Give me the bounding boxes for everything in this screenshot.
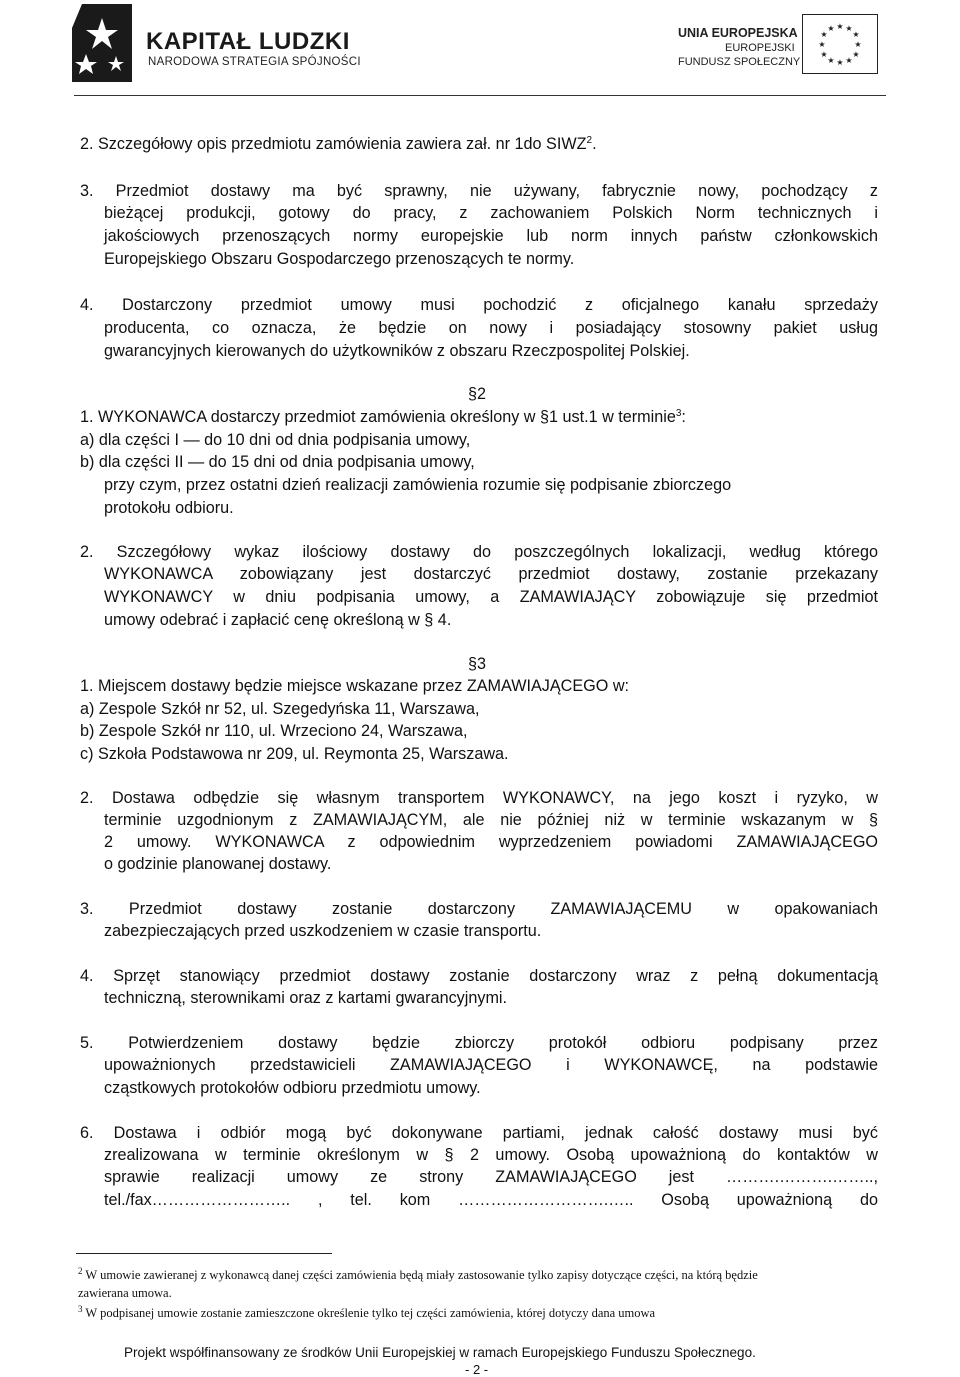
ue-line-3: FUNDUSZ SPOŁECZNY	[678, 56, 801, 68]
section-2-point-1	[80, 406, 686, 428]
svg-text:★: ★	[854, 40, 862, 49]
svg-text:★: ★	[845, 24, 853, 33]
ue-line-1: UNIA EUROPEJSKA	[678, 26, 798, 40]
ue-line-2: EUROPEJSKI	[725, 42, 795, 54]
paragraph-3-line-4: Europejskiego Obszaru Gospodarczego przenoszących te normy.	[104, 250, 575, 268]
section-3-point-2-line-4: o godzinie planowanej dostawy.	[104, 855, 332, 873]
section-3-point-5-line-3: cząstkowych protokołów odbioru przedmiotu umowy.	[104, 1079, 481, 1097]
footnote-3-number: 3	[78, 1304, 83, 1314]
paragraph-3-line-1: 3. Przedmiot dostawy ma być sprawny, nie używany, fabrycznie nowy, pochodzący z	[80, 182, 878, 200]
section-3-point-6-line-4: tel./fax…………………….. , tel. kom ……………………….….. Osobą upoważnioną do	[104, 1191, 878, 1209]
section-3-point-5-line-2: upoważnionych przedstawicieli ZAMAWIAJĄCEGO i WYKONAWCĘ, na podstawie	[104, 1056, 878, 1074]
kapital-ludzki-title: KAPITAŁ LUDZKI	[146, 28, 350, 55]
footnote-2-number: 2	[78, 1266, 83, 1276]
svg-text:★: ★	[820, 50, 828, 59]
footnote-rule	[76, 1253, 332, 1254]
svg-text:★: ★	[827, 56, 835, 65]
footnote-3	[78, 1302, 655, 1320]
section-2-point-2-line-1: 2. Szczegółowy wykaz ilościowy dostawy do poszczególnych lokalizacji, według którego	[80, 543, 878, 561]
eu-flag-icon	[802, 14, 878, 74]
section-2-point-1-text: 1. WYKONAWCA dostarczy przedmiot zamówienia określony w §1 ust.1 w terminie	[80, 408, 676, 426]
section-2-point-2-line-2: WYKONAWCA zobowiązany jest dostarczyć przedmiot dostawy, zostanie przekazany	[104, 565, 878, 583]
paragraph-4-line-2: producenta, co oznacza, że będzie on nowy i posiadający stosowny pakiet usług	[104, 319, 878, 337]
section-2-clause-line-2: protokołu odbioru.	[104, 499, 234, 517]
svg-text:★: ★	[852, 50, 860, 59]
section-2-item-b: b) dla części II — do 15 dni od dnia podpisania umowy,	[80, 453, 475, 471]
footnote-ref-2: 2	[586, 135, 593, 146]
section-3-point-2-line-3: 2 umowy. WYKONAWCA z odpowiednim wyprzedzeniem powiadomi ZAMAWIAJĄCEGO	[104, 833, 878, 851]
footnote-2	[78, 1264, 758, 1282]
section-3-item-b: b) Zespole Szkół nr 110, ul. Wrzeciono 24, Warszawa,	[80, 722, 468, 740]
section-3-point-6-line-3: sprawie realizacji umowy ze strony ZAMAWIAJĄCEGO jest ……….……….……..,	[104, 1168, 878, 1186]
paragraph-3-line-2: bieżącej produkcji, gotowy do pracy, z zachowaniem Polskich Norm technicznych i	[104, 204, 878, 222]
section-2-heading: §2	[468, 385, 487, 403]
footer-funding-note: Projekt współfinansowany ze środków Unii Europejskiej w ramach Europejskiego Funduszu Społecznego.	[124, 1345, 756, 1360]
footnote-ref-3: 3	[675, 408, 682, 419]
section-2-item-a: a) dla części I — do 10 dni od dnia podpisania umowy,	[80, 431, 471, 449]
svg-text:★: ★	[820, 30, 828, 39]
svg-text:★: ★	[827, 24, 835, 33]
kapital-ludzki-subtitle: NARODOWA STRATEGIA SPÓJNOŚCI	[148, 56, 361, 68]
svg-text:★: ★	[818, 40, 826, 49]
paragraph-2	[80, 133, 597, 155]
section-2-clause-line-1: przy czym, przez ostatni dzień realizacji zamówienia rozumie się podpisanie zbiorczego	[104, 476, 732, 494]
section-3-point-3-line-1: 3. Przedmiot dostawy zostanie dostarczony ZAMAWIAJĄCEMU w opakowaniach	[80, 900, 878, 918]
paragraph-2-tail: .	[592, 135, 597, 153]
section-3-point-6-line-2: zrealizowana w terminie określonym w § 2 umowy. Osobą upoważnioną do kontaktów w	[104, 1146, 878, 1164]
paragraph-4-line-1: 4. Dostarczony przedmiot umowy musi pochodzić z oficjalnego kanału sprzedaży	[80, 296, 878, 314]
section-3-point-4-line-1: 4. Sprzęt stanowiący przedmiot dostawy zostanie dostarczony wraz z pełną dokumentacją	[80, 967, 878, 985]
section-2-point-1-tail: :	[681, 408, 686, 426]
section-3-point-1: 1. Miejscem dostawy będzie miejsce wskazane przez ZAMAWIAJĄCEGO w:	[80, 677, 630, 695]
section-2-point-2-line-4: umowy odebrać i zapłacić cenę określoną w § 4.	[104, 611, 452, 629]
section-2-point-2-line-3: WYKONAWCY w dniu podpisania umowy, a ZAMAWIAJĄCY zobowiązuje się przedmiot	[104, 588, 878, 606]
page-header	[0, 0, 960, 100]
section-3-heading: §3	[468, 655, 487, 673]
section-3-point-3-line-2: zabezpieczających przed uszkodzeniem w czasie transportu.	[104, 922, 542, 940]
footnote-2-continuation: zawierana umowa.	[78, 1286, 172, 1300]
header-rule	[74, 95, 886, 96]
section-3-point-6-line-1: 6. Dostawa i odbiór mogą być dokonywane partiami, jednak całość dostawy musi być	[80, 1124, 878, 1142]
paragraph-2-text: 2. Szczegółowy opis przedmiotu zamówienia zawiera zał. nr 1do SIWZ	[80, 135, 587, 153]
paragraph-4-line-3: gwarancyjnych kierowanych do użytkowników z obszaru Rzeczpospolitej Polskiej.	[104, 342, 690, 360]
page-number: - 2 -	[465, 1362, 489, 1377]
paragraph-3-line-3: jakościowych przenoszących normy europejskie lub norm innych państw członkowskich	[104, 227, 878, 245]
footnote-3-text: W podpisanej umowie zostanie zamieszczone określenie tylko tej części zamówienia, której dotyczy dana umowa	[85, 1306, 656, 1320]
section-3-point-2-line-1: 2. Dostawa odbędzie się własnym transportem WYKONAWCY, na jego koszt i ryzyko, w	[80, 789, 878, 807]
section-3-point-2-line-2: terminie uzgodnionym z ZAMAWIAJĄCYM, ale nie później niż w terminie wskazanym w §	[104, 811, 878, 829]
kapital-ludzki-logo-icon	[72, 4, 132, 82]
section-3-point-5-line-1: 5. Potwierdzeniem dostawy będzie zbiorczy protokół odbioru podpisany przez	[80, 1034, 878, 1052]
svg-text:★: ★	[845, 56, 853, 65]
footnote-2-text: W umowie zawieranej z wykonawcą danej części zamówienia będą miały zastosowanie tylko zapisy dotyczące części, na którą będzie	[85, 1268, 758, 1282]
svg-text:★: ★	[836, 58, 844, 67]
svg-text:★: ★	[836, 22, 844, 31]
section-3-item-a: a) Zespole Szkół nr 52, ul. Szegedyńska 11, Warszawa,	[80, 700, 480, 718]
svg-text:★: ★	[852, 30, 860, 39]
section-3-point-4-line-2: techniczną, sterownikami oraz z kartami gwarancyjnymi.	[104, 989, 508, 1007]
section-3-item-c: c) Szkoła Podstawowa nr 209, ul. Reymonta 25, Warszawa.	[80, 745, 509, 763]
